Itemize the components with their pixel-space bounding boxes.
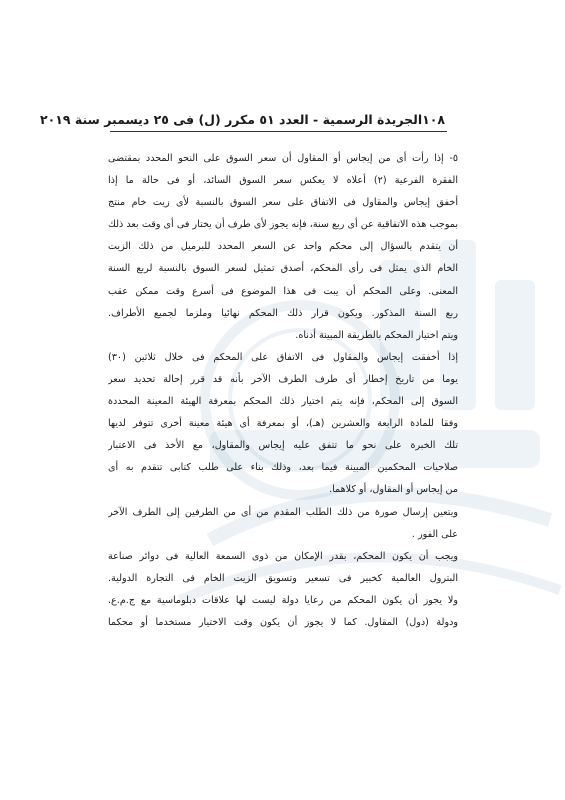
text-line: وفقا للمادة الرابعة والعشرين (هـ)، أو بمعرفة أى هيئة معينة أخرى تتوفر لديها xyxy=(108,418,458,430)
text-line: ودولة (دول) المقاول. كما لا يجوز أن يكون وقت الاختيار مستخدما أو محكما xyxy=(108,616,458,628)
text-line: صلاحيات المحكمين المبينة فيما بعد، وذلك بناء على طلب كتابى تتقدم به أى xyxy=(108,462,458,474)
text-line: إذا أخفقت إيجاس والمقاول فى الاتفاق على المحكم فى خلال ثلاثين (٣٠) xyxy=(108,351,458,363)
text-line: المعنى. وعلى المحكم أن يبت فى هذا الموضوع فى أسرع وقت ممكن عقب xyxy=(108,285,458,297)
text-line: ويتعين إرسال صورة من ذلك الطلب المقدم من أى من الطرفين إلى الطرف الآخر xyxy=(108,506,458,518)
text-line: بموجب هذه الاتفاقية عن أى ربع سنة، فإنه يجوز لأى طرف أن يختار فى أى وقت بعد ذلك xyxy=(108,219,458,231)
text-line: على الفور . xyxy=(411,528,458,540)
text-line: أخفق إيجاس والمقاول فى الاتفاق على سعر السوق بالنسبة لأى زيت خام منتج xyxy=(108,197,458,209)
text-line: الخام الذى يمثل فى رأى المحكم، أصدق تمثيل لسعر السوق بالنسبة لربع السنة xyxy=(108,263,458,275)
text-line: يوما من تاريخ إخطار أى طرف الطرف الآخر بأنه قد قرر إحالة تحديد سعر xyxy=(108,373,458,385)
text-line: تلك الخبرة على نحو ما تتفق عليه إيجاس والمقاول، مع الأخذ فى الاعتبار xyxy=(108,440,458,452)
page-header xyxy=(39,112,445,127)
paragraph xyxy=(108,148,458,347)
text-line: ولا يجوز أن يكون المحكم من رعايا دولة ليست لها علاقات دبلوماسية مع ج.م.ع. xyxy=(108,594,458,606)
text-line: السوق إلى المحكم، فإنه يتم اختيار ذلك المحكم بمعرفة الهيئة المعينة المحددة xyxy=(108,396,458,408)
document-body xyxy=(108,148,458,634)
text-line: البترول العالمية كخبير فى تسعير وتسويق الزيت الخام فى التجارة الدولية. xyxy=(108,572,458,584)
text-line: من إيجاس أو المقاول، أو كلاهما. xyxy=(329,484,458,496)
text-line: ويتم اختيار المحكم بالطريقة المبينة أدناه. xyxy=(295,329,458,341)
text-line: أن يتقدم بالسؤال إلى محكم واحد عن السعر المحدد للبرميل من ذلك الزيت xyxy=(108,241,458,253)
header-rule xyxy=(110,131,447,132)
paragraph xyxy=(108,502,458,546)
page-number: ١٠٨ xyxy=(422,112,445,127)
text-line: الفقرة الفرعية (٢) أعلاه لا يعكس سعر السوق السائد، أو فى حالة ما إذا xyxy=(108,175,458,187)
text-line: ٥- إذا رأت أى من إيجاس أو المقاول أن سعر السوق على النحو المحدد بمقتضى xyxy=(108,153,458,164)
paragraph xyxy=(108,347,458,502)
text-line: ربع السنة المذكور. ويكون قرار ذلك المحكم نهائيا وملزما لجميع الأطراف. xyxy=(108,307,458,319)
gazette-title: الجريدة الرسمية - العدد ٥١ مكرر (ل) فى ٢٥ ديسمبر سنة ٢٠١٩ xyxy=(39,112,423,127)
paragraph xyxy=(108,546,458,634)
text-line: ويجب أن يكون المحكم، بقدر الإمكان من ذوى السمعة العالية فى دوائر صناعة xyxy=(108,550,458,562)
